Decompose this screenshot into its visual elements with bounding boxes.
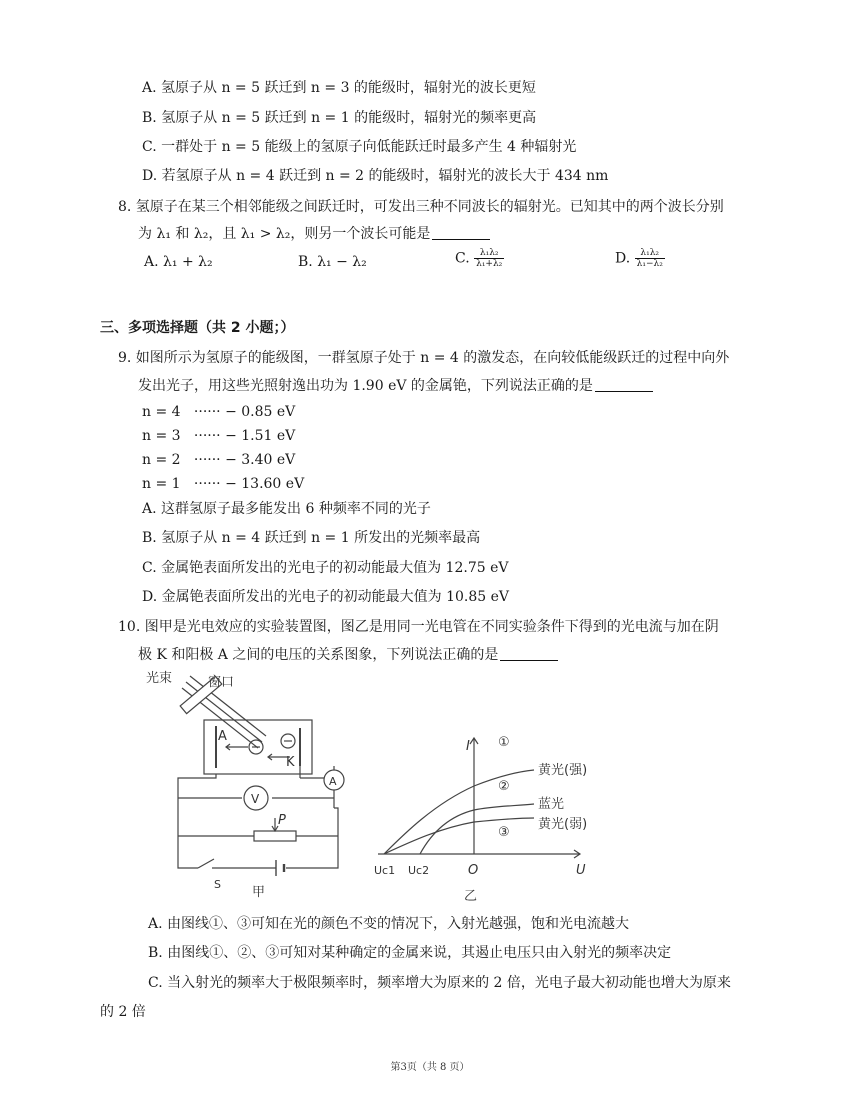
curve-yellow-weak [384, 818, 534, 854]
q7-option-d: D. 若氢原子从 n = 4 跃迁到 n = 2 的能级时，辐射光的波长大于 434 nm [142, 168, 609, 184]
level-n: n = 4 [142, 404, 181, 420]
fraction [474, 248, 504, 269]
page-footer: 第3页（共 8 页） [390, 1062, 470, 1073]
q8-stem-line2 [138, 224, 490, 244]
q8-option-a: A. λ₁ + λ₂ [144, 254, 213, 270]
figure-caption: 甲 [252, 885, 266, 898]
x-axis-label: U [576, 863, 586, 878]
option-letter: C. [455, 250, 470, 267]
voltmeter-label: V [251, 792, 260, 806]
denominator: λ₁−λ₂ [636, 259, 663, 269]
q8-option-b: B. λ₁ − λ₂ [298, 254, 367, 270]
answer-blank[interactable] [500, 646, 558, 661]
energy-level-row [142, 426, 295, 446]
q9-stem-line2 [138, 376, 653, 396]
photoelectric-apparatus-figure [138, 668, 353, 898]
level-energy: ······ − 0.85 eV [193, 404, 296, 420]
q10-option-c-line1: C. 当入射光的频率大于极限频率时，频率增大为原来的 2 倍，光电子最大初动能也增大为原来 [148, 975, 731, 991]
answer-blank[interactable] [595, 377, 653, 392]
rheostat [254, 831, 296, 841]
figure-caption: 乙 [464, 889, 478, 904]
ammeter-label: A [329, 775, 337, 788]
q9-stem-text: 发出光子，用这些光照射逸出功为 1.90 eV 的金属铯，下列说法正确的是 [138, 378, 593, 394]
q10-option-b: B. 由图线①、②、③可知对某种确定的金属来说，其遏止电压只由入射光的频率决定 [148, 945, 672, 961]
q7-option-b: B. 氢原子从 n = 5 跃迁到 n = 1 的能级时，辐射光的频率更高 [142, 110, 537, 126]
q9-option-b: B. 氢原子从 n = 4 跃迁到 n = 1 所发出的光频率最高 [142, 530, 481, 546]
curve-3-mark: ③ [498, 825, 510, 840]
slider-label: P [278, 813, 286, 828]
curve-1-mark: ① [498, 735, 510, 750]
level-n: n = 3 [142, 428, 181, 444]
q8-stem-text: 为 λ₁ 和 λ₂，且 λ₁ > λ₂，则另一个波长可能是 [138, 226, 431, 242]
q8-option-c [455, 248, 504, 269]
curve-3-label: 黄光(弱) [538, 817, 588, 832]
q10-stem-text: 极 K 和阳极 A 之间的电压的关系图象，下列说法正确的是 [138, 647, 499, 663]
current-voltage-graph [370, 724, 600, 904]
q8-option-d [615, 248, 665, 269]
energy-level-row [142, 474, 304, 494]
q9-option-c: C. 金属铯表面所发出的光电子的初动能最大值为 12.75 eV [142, 560, 509, 576]
q7-option-c: C. 一群处于 n = 5 能级上的氢原子向低能跃迁时最多产生 4 种辐射光 [142, 139, 577, 155]
q8-stem-line1: 8. 氢原子在某三个相邻能级之间跃迁时，可发出三种不同波长的辐射光。已知其中的两个波长分别 [118, 199, 724, 215]
energy-level-row [142, 402, 295, 422]
denominator: λ₁+λ₂ [476, 259, 503, 269]
energy-level-row [142, 450, 295, 470]
level-energy: ······ − 1.51 eV [193, 428, 296, 444]
level-n: n = 1 [142, 476, 181, 492]
stop-voltage-1-label: Uc1 [374, 864, 396, 877]
origin-label: O [468, 863, 479, 878]
level-energy: ······ − 13.60 eV [193, 476, 305, 492]
level-n: n = 2 [142, 452, 181, 468]
q10-option-a: A. 由图线①、③可知在光的颜色不变的情况下，入射光越强，饱和光电流越大 [148, 916, 630, 932]
numerator: λ₁λ₂ [635, 248, 665, 259]
anode-label: A [218, 729, 227, 744]
switch-label: S [214, 878, 221, 891]
option-letter: D. [615, 250, 631, 267]
level-energy: ······ − 3.40 eV [193, 452, 296, 468]
fraction [635, 248, 665, 269]
curve-2-mark: ② [498, 779, 510, 794]
q7-option-a: A. 氢原子从 n = 5 跃迁到 n = 3 的能级时，辐射光的波长更短 [142, 80, 536, 96]
q9-stem-line1: 9. 如图所示为氢原子的能级图，一群氢原子处于 n = 4 的激发态，在向较低能级跃迁的过程中向外 [118, 350, 730, 366]
stop-voltage-2-label: Uc2 [408, 864, 430, 877]
curve-yellow-strong [384, 770, 534, 854]
beam-label: 光束 [146, 671, 173, 686]
q10-stem-line2 [138, 645, 558, 665]
section-title: 三、多项选择题（共 2 小题；） [100, 320, 295, 336]
y-axis-label: I [466, 739, 470, 754]
window-label: 窗口 [208, 675, 235, 690]
q9-option-d: D. 金属铯表面所发出的光电子的初动能最大值为 10.85 eV [142, 589, 509, 605]
curve-1-label: 黄光(强) [538, 763, 588, 778]
answer-blank[interactable] [432, 225, 490, 240]
curve-2-label: 蓝光 [538, 797, 565, 812]
numerator: λ₁λ₂ [474, 248, 504, 259]
q10-stem-line1: 10. 图甲是光电效应的实验装置图，图乙是用同一光电管在不同实验条件下得到的光电流与加在阴 [118, 619, 719, 635]
cathode-label: K [286, 755, 295, 770]
q9-option-a: A. 这群氢原子最多能发出 6 种频率不同的光子 [142, 501, 431, 517]
q10-option-c-line2: 的 2 倍 [100, 1004, 146, 1020]
curve-blue [420, 804, 534, 854]
